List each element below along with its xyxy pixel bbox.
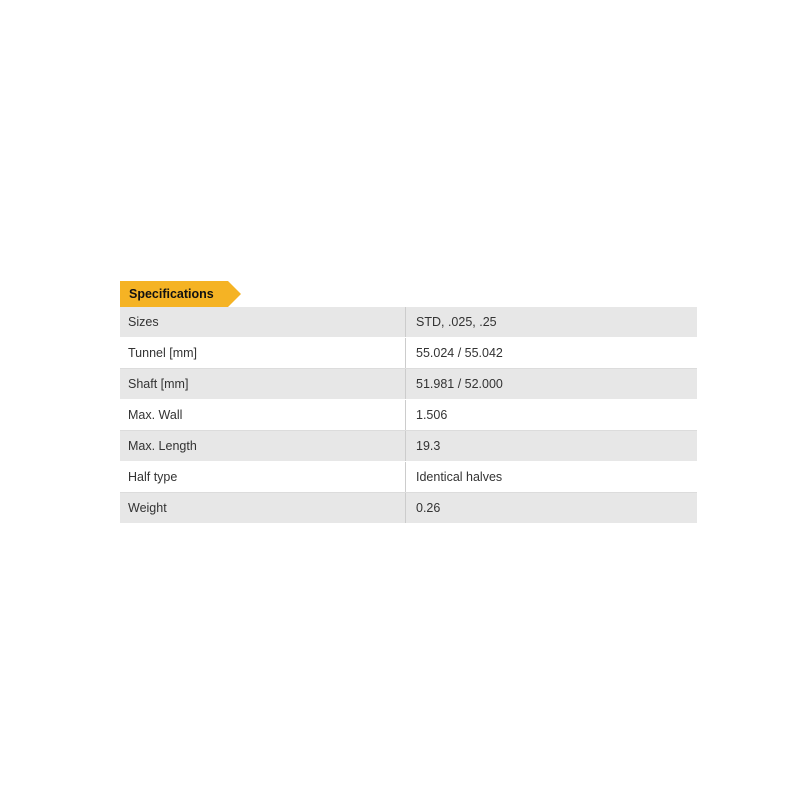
spec-label: Weight — [120, 493, 406, 524]
table-row — [120, 462, 697, 493]
spec-value: 55.024 / 55.042 — [406, 338, 698, 369]
spec-label: Tunnel [mm] — [120, 338, 406, 369]
spec-label: Sizes — [120, 307, 406, 338]
spec-label: Half type — [120, 462, 406, 493]
spec-value: 51.981 / 52.000 — [406, 369, 698, 400]
specifications-panel — [120, 281, 680, 523]
spec-value: STD, .025, .25 — [406, 307, 698, 338]
table-row — [120, 369, 697, 400]
table-row — [120, 493, 697, 524]
spec-value: 19.3 — [406, 431, 698, 462]
spec-label: Shaft [mm] — [120, 369, 406, 400]
tag-arrow-icon — [228, 281, 241, 307]
table-row — [120, 307, 697, 338]
specifications-heading-label: Specifications — [129, 287, 214, 301]
spec-value: 0.26 — [406, 493, 698, 524]
table-row — [120, 400, 697, 431]
specifications-table — [120, 307, 697, 523]
spec-value: Identical halves — [406, 462, 698, 493]
table-row — [120, 431, 697, 462]
specifications-heading — [120, 281, 228, 307]
spec-label: Max. Wall — [120, 400, 406, 431]
spec-label: Max. Length — [120, 431, 406, 462]
spec-value: 1.506 — [406, 400, 698, 431]
table-row — [120, 338, 697, 369]
